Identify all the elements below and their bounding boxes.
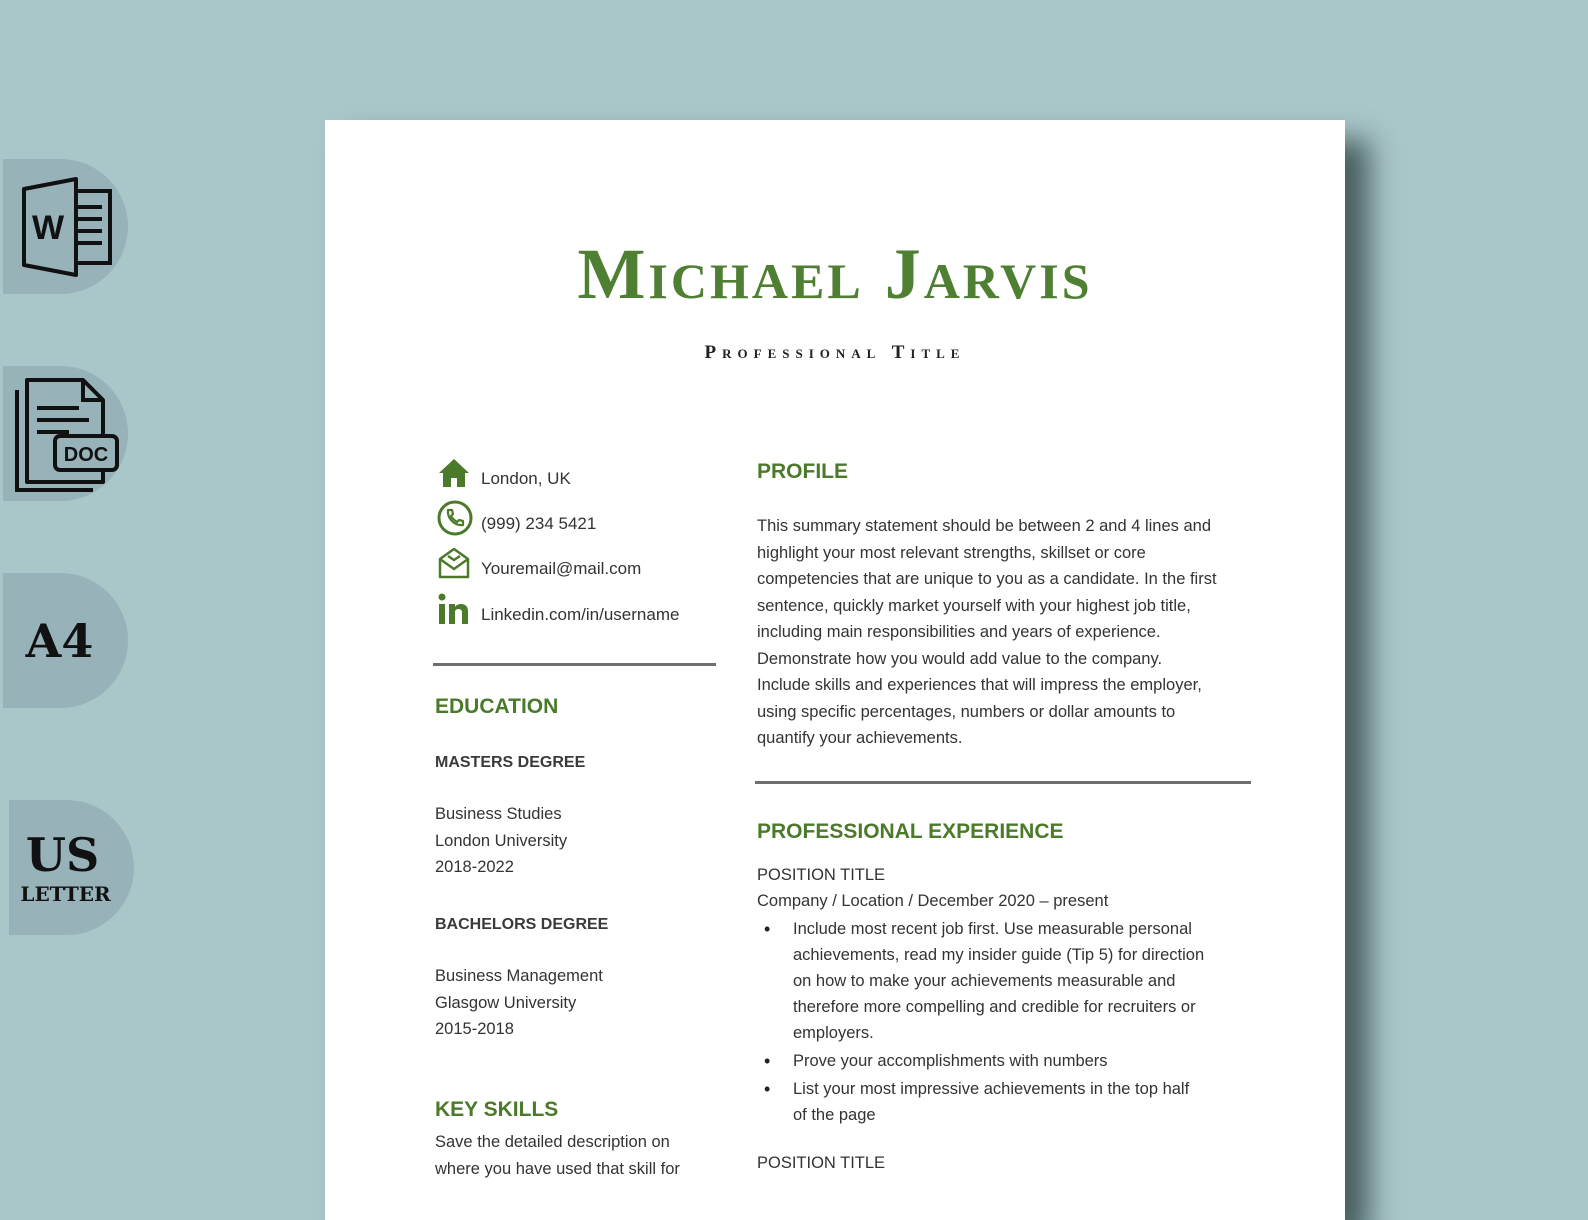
education-entry-1: Business Studies London University 2018-2022: [435, 805, 568, 876]
resume-page: [325, 120, 1345, 1220]
contact-phone: (999) 234 5421: [437, 500, 596, 536]
experience-bullets: [757, 916, 1207, 1130]
letter-label: LETTER: [20, 881, 111, 906]
company-line-1: Company / Location / December 2020 – present: [757, 892, 1109, 910]
right-divider: [755, 781, 1251, 784]
mail-icon: [437, 545, 473, 581]
svg-text:W: W: [31, 208, 64, 247]
education-heading: EDUCATION: [435, 695, 559, 718]
list-item: • List your most impressive achievements in the top half of the page: [757, 1076, 1207, 1128]
us-label: US: [25, 827, 100, 882]
a4-format-badge: [3, 573, 128, 708]
phone-icon: [437, 500, 473, 536]
a4-label: A4: [25, 613, 94, 668]
key-skills-heading: KEY SKILLS: [435, 1098, 559, 1121]
contact-email: Youremail@mail.com: [437, 545, 641, 581]
us-letter-format-badge: [9, 800, 134, 935]
word-format-badge: [3, 159, 128, 294]
key-skills-text: Save the detailed description on where you have used that skill for: [435, 1133, 680, 1178]
list-item: • Include most recent job first. Use measurable personal achievements, read my insider guide (Tip 5) for direction on how to make your achievements measurable and therefore more compelling and credible for recruiters or employers.: [757, 916, 1207, 1046]
contact-location: London, UK: [437, 455, 571, 491]
linkedin-icon: [437, 591, 473, 627]
doc-label: DOC: [63, 443, 108, 466]
home-icon: [437, 455, 473, 491]
doc-file-icon: [11, 374, 121, 494]
degree-1: MASTERS DEGREE: [435, 754, 586, 771]
position-title-2: POSITION TITLE: [757, 1154, 886, 1172]
contact-linkedin: Linkedin.com/in/username: [437, 591, 679, 627]
degree-2: BACHELORS DEGREE: [435, 916, 609, 933]
education-entry-2: Business Management Glasgow University 2015-2018: [435, 967, 603, 1038]
resume-title: Professional Title: [704, 342, 966, 363]
position-title-1: POSITION TITLE: [757, 866, 886, 884]
left-divider: [433, 663, 716, 666]
word-icon: [18, 177, 114, 277]
list-item: • Prove your accomplishments with numbers: [757, 1048, 1207, 1074]
doc-format-badge: [3, 366, 128, 501]
profile-heading: PROFILE: [757, 460, 849, 483]
profile-text: This summary statement should be between 2 and 4 lines and highlight your most relevant strengths, skillset or core competencies that are unique to you as a candidate. In the first sentence, quickly market yourself with your highest job title, including main responsibilities and years of experience. Demonstrate how you would add value to the company. Include skills and experiences that will impress the employer, using specific percentages, numbers or dollar amounts to quantify your achievements.: [757, 517, 1217, 747]
experience-heading: PROFESSIONAL EXPERIENCE: [757, 820, 1064, 843]
resume-name: Michael Jarvis: [577, 234, 1093, 314]
